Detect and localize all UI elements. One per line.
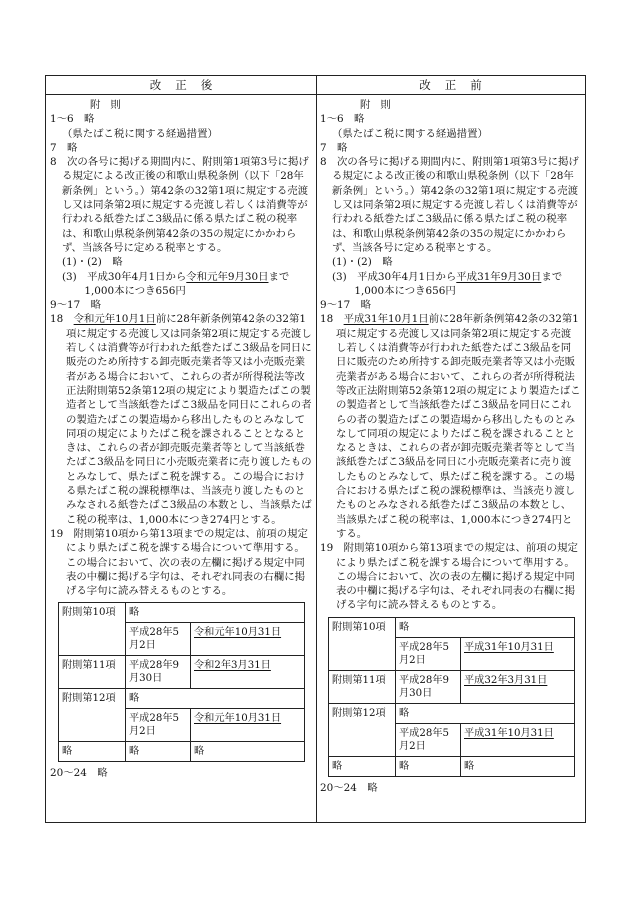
original-date: 平成31年9月30日 (456, 270, 542, 283)
paragraph-9-17: 9〜17 略 (320, 299, 372, 312)
paragraph-8-items-1-2: (1)・(2) 略 (332, 256, 393, 269)
table-row: 附則第10項 略 (59, 603, 305, 623)
paragraph-19: 19 附則第10項から第13項までの規定は、前項の規定により県たばこ税を課する場合について準用する。この場合において、次の表の左欄に掲げる規定中同表の中欄に掲げる字句は、それぞれ同表の右欄に掲げる字句に読み替えるものとする。 (320, 542, 578, 612)
table-row: 附則第11項 平成28年9月30日 令和2年3月31日 (59, 656, 305, 689)
paragraph-9-17: 9〜17 略 (50, 299, 102, 312)
column-after-revision (46, 76, 317, 822)
column-body (46, 95, 316, 781)
paragraph-20-24: 20〜24 略 (50, 767, 108, 780)
caption: （県たばこ税に関する経過措置） (332, 127, 488, 140)
column-body (316, 95, 585, 795)
paragraph-8: 8 次の各号に掲げる期間内に、附則第1項第3号に掲げる規定による改正後の和歌山県税条例（以下「28年新条例」という。）第42条の32第1項に規定する売渡し又は同条第2項に規定する売渡し若しくは消費等が行われる紙巻たばこ3級品に係る県たばこ税の税率は、和歌山県税条例第42条の35の規定にかかわらず、当該各号に定める税率とする。 (50, 156, 309, 254)
table-row: 略 略 略 (329, 756, 575, 776)
paragraph-8-item-3: (3) 平成30年4月1日から平成31年9月30日まで 1,000本につき656円 (332, 270, 563, 297)
section-heading: 附則 (90, 99, 131, 111)
table-row: 平成28年5月2日 令和元年10月31日 (59, 623, 305, 656)
reading-replacement-table (328, 617, 575, 777)
paragraph-18: 18 平成31年10月1日前に28年新条例第42条の32第1項に規定する売渡し又は同条第2項に規定する売渡し若しくは消費等が行われた紙巻たばこ3級品を同日に販売のため所持する卸売販売業者等又は小売販売業者がある場合において、これらの者が所得税法等改正法附則第52条第12項の規定により製造たばこの製造者として当該紙巻たばこ3級品を同日にこれらの者の製造たばこの製造場から移出したものとみなして同項の規定によりたばこ税を課されることとなるときは、これらの者が卸売販売業者等として当該紙巻たばこ3級品を同日に小売販売業者に売り渡したものとみなして、県たばこ税を課する。この場合における県たばこ税の課税標準は、当該売り渡したものとみなされる紙巻たばこ3級品の本数とし、当該県たばこ税の税率は、1,000本につき274円とする。 (320, 313, 581, 540)
paragraph-20-24: 20〜24 略 (320, 781, 378, 794)
column-header: 改正前 (316, 76, 585, 95)
table-row: 附則第11項 平成28年9月30日 平成32年3月31日 (329, 670, 575, 703)
section-heading: 附則 (360, 99, 401, 111)
table-row: 附則第12項 略 (59, 689, 305, 709)
reading-replacement-table (58, 602, 305, 762)
table-row: 略 略 略 (59, 742, 305, 762)
paragraph-8-items-1-2: (1)・(2) 略 (62, 256, 123, 269)
table-row: 平成28年5月2日 平成31年10月31日 (329, 637, 575, 670)
paragraph-1-6: 1〜6 略 (320, 113, 365, 126)
table-row: 附則第10項 略 (329, 617, 575, 637)
comparison-table (45, 75, 586, 823)
table-row: 平成28年5月2日 平成31年10月31日 (329, 723, 575, 756)
table-row: 平成28年5月2日 令和元年10月31日 (59, 709, 305, 742)
table-row: 附則第12項 略 (329, 703, 575, 723)
paragraph-8: 8 次の各号に掲げる期間内に、附則第1項第3号に掲げる規定による改正後の和歌山県税条例（以下「28年新条例」という。）第42条の32第1項に規定する売渡し又は同条第2項に規定する売渡し若しくは消費等が行われる紙巻たばこ3級品に係る県たばこ税の税率は、和歌山県税条例第42条の35の規定にかかわらず、当該各号に定める税率とする。 (320, 156, 579, 254)
paragraph-7: 7 略 (50, 141, 78, 154)
paragraph-19: 19 附則第10項から第13項までの規定は、前項の規定により県たばこ税を課する場合について準用する。この場合において、次の表の左欄に掲げる規定中同表の中欄に掲げる字句は、それぞれ同表の右欄に掲げる字句に読み替えるものとする。 (50, 527, 308, 598)
paragraph-1-6: 1〜6 略 (50, 113, 95, 126)
caption: （県たばこ税に関する経過措置） (62, 127, 218, 140)
paragraph-7: 7 略 (320, 141, 348, 154)
column-header: 改正後 (46, 76, 316, 95)
amended-date: 令和元年9月30日 (186, 270, 269, 283)
paragraph-18: 18 令和元年10月1日前に28年新条例第42条の32第1項に規定する売渡し又は同条第2項に規定する売渡し若しくは消費等が行われた紙巻たばこ3級品を同日に販売のため所持する卸売販売業者等又は小売販売業者がある場合において、これらの者が所得税法等改正法附則第52条第12項の規定により製造たばこの製造者として当該紙巻たばこ3級品を同日にこれらの者の製造たばこの製造場から移出したものとみなして同項の規定によりたばこ税を課されることとなるときは、これらの者が卸売販売業者等として当該紙巻たばこ3級品を同日に小売販売業者に売り渡したものとみなして、県たばこ税を課する。この場合における県たばこ税の課税標準は、当該売り渡したものとみなされる紙巻たばこ3級品の本数とし、当該県たばこ税の税率は、1,000本につき274円とする。 (50, 313, 312, 526)
column-before-revision (316, 76, 585, 822)
amended-date: 令和元年10月1日 (73, 313, 156, 326)
original-date: 平成31年10月1日 (343, 313, 429, 326)
paragraph-8-item-3: (3) 平成30年4月1日から令和元年9月30日まで 1,000本につき656円 (62, 270, 290, 297)
